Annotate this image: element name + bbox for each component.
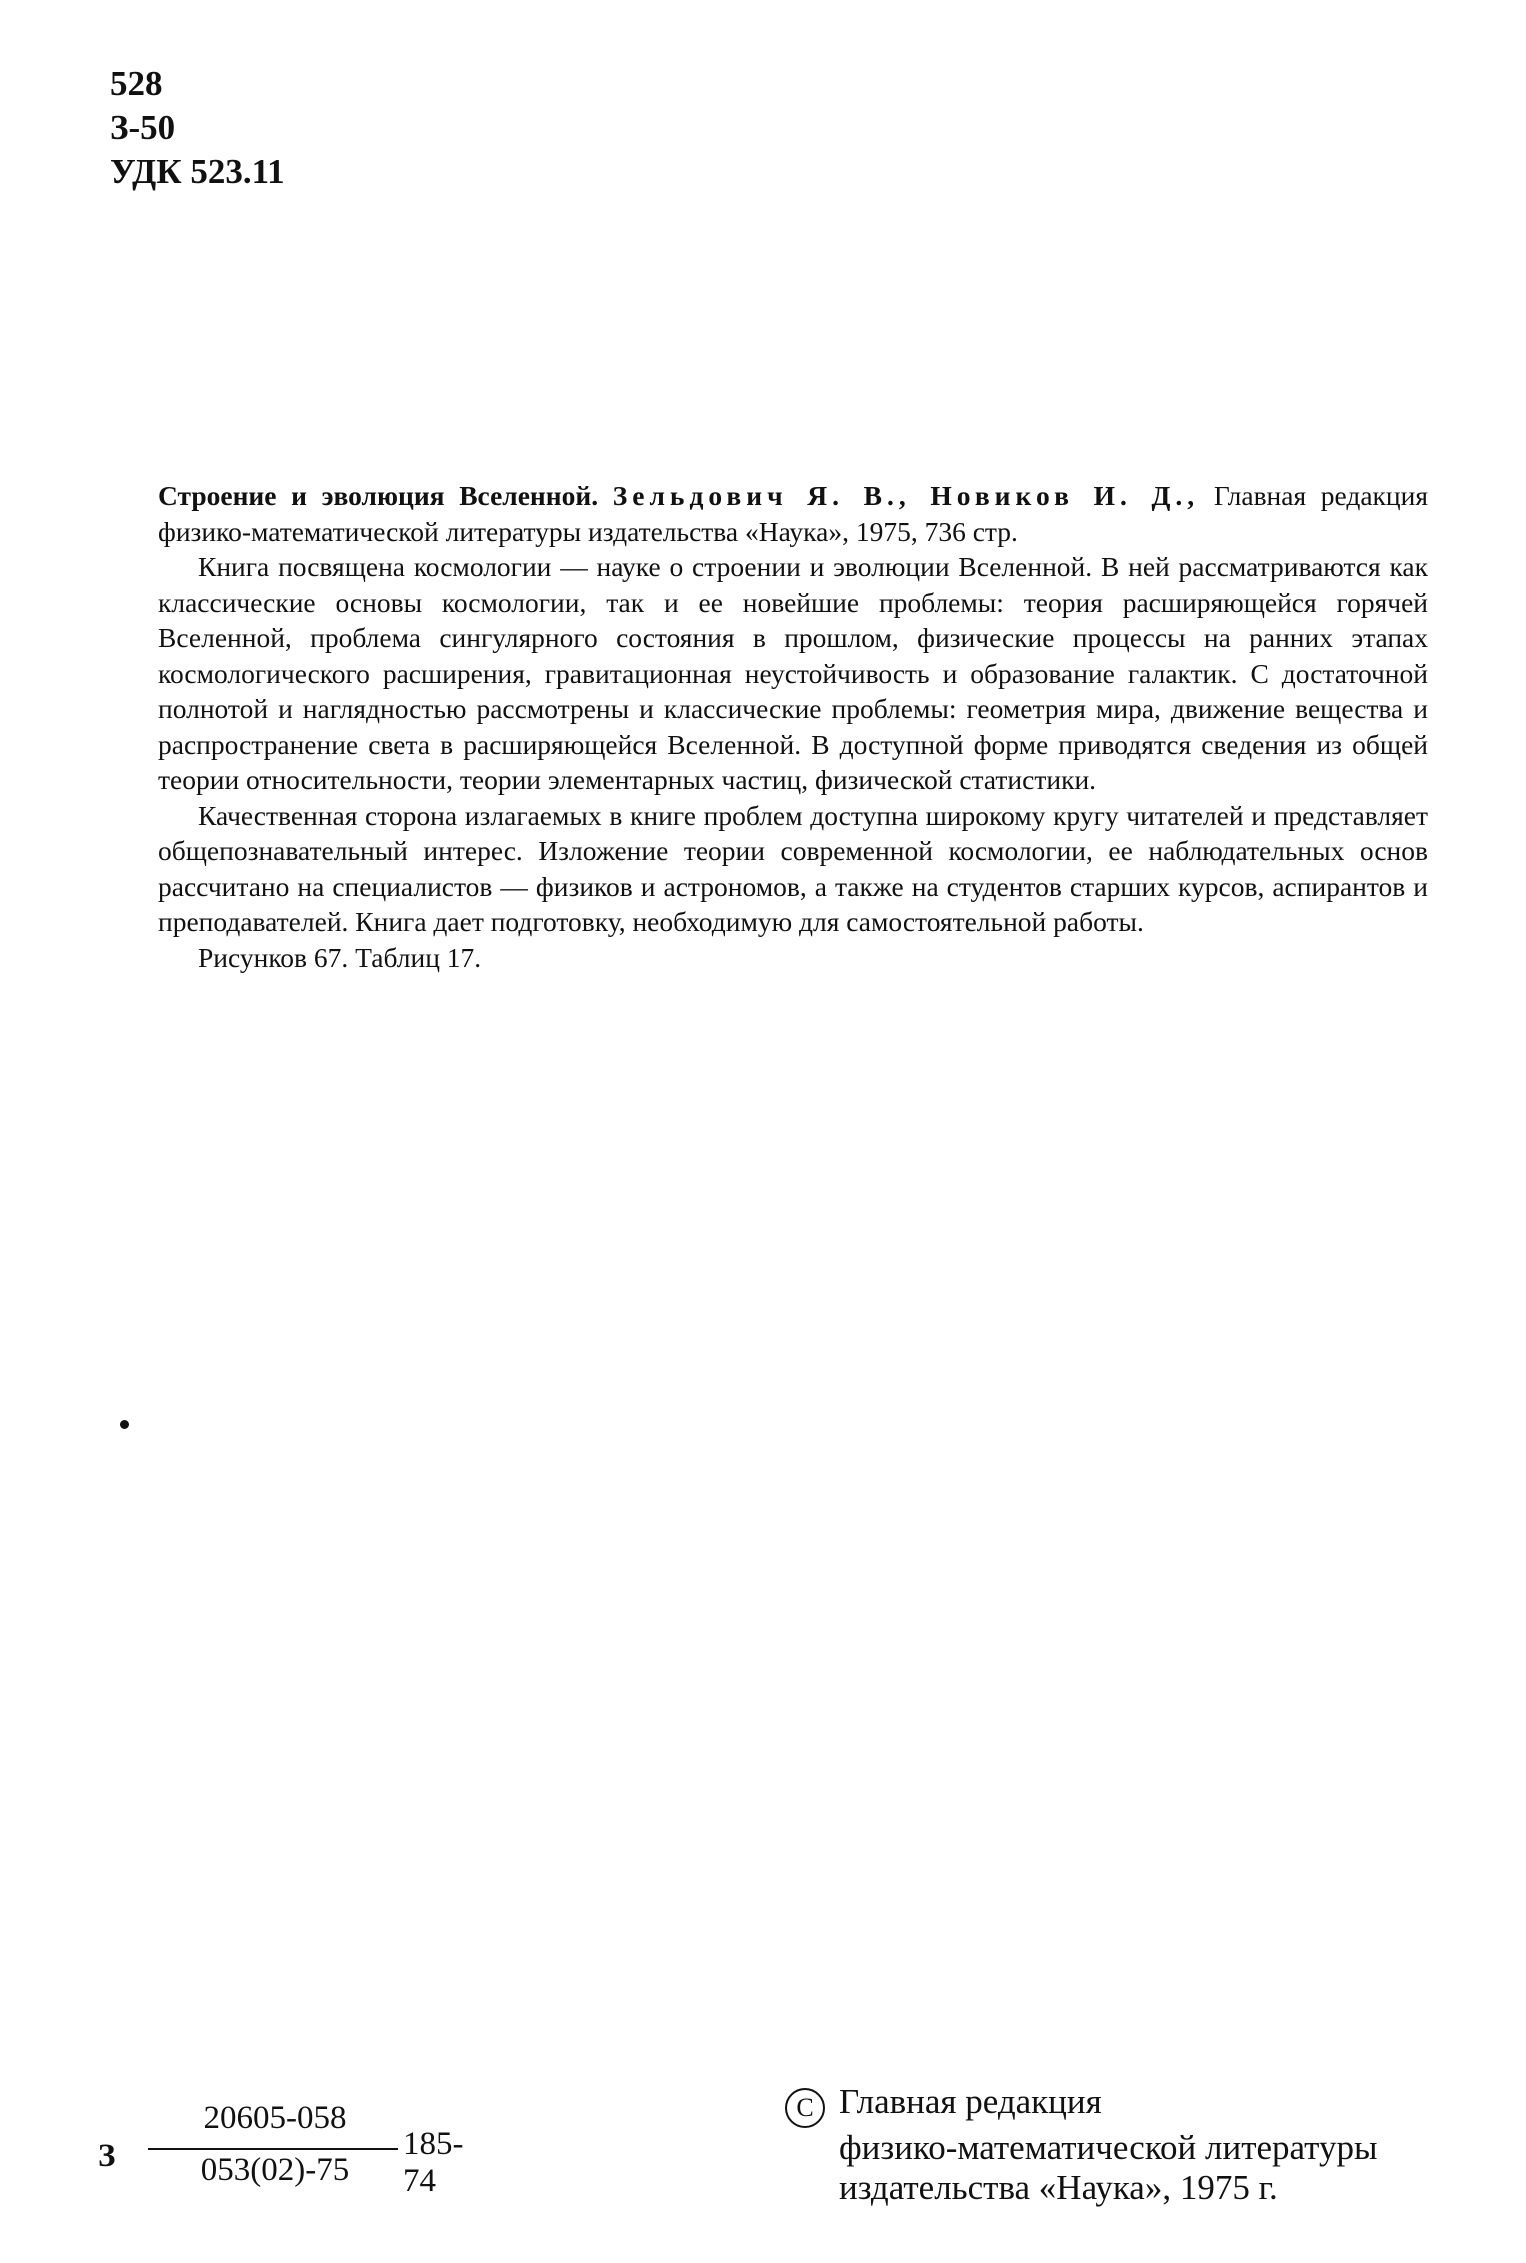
bbk-code: 528: [110, 64, 163, 103]
copyright-block: [785, 2082, 1378, 2208]
figures-tables-count: Рисунков 67. Таблиц 17.: [198, 941, 482, 973]
catalog-codes: [110, 62, 285, 194]
book-title: Строение и эволюция Вселенной.: [158, 480, 599, 511]
index-numerator: 20605-058: [203, 2100, 347, 2136]
fraction-line: [148, 2148, 398, 2150]
annotation-block: [158, 478, 1428, 975]
index-letter: З: [98, 2138, 116, 2174]
copyright-icon: C: [785, 2088, 825, 2128]
publishing-index: [98, 2100, 478, 2220]
index-denominator: 053(02)-75: [200, 2152, 350, 2188]
udk-code: УДК 523.11: [110, 152, 285, 191]
book-authors: Зельдович Я. В., Новиков И. Д.,: [612, 480, 1200, 511]
author-mark: З-50: [110, 108, 176, 147]
index-code: 185-74: [403, 2126, 464, 2199]
annotation-paragraph-2: Качественная сторона излагаемых в книге проблем доступна широкому кругу читателей и представляет общепознавательный интерес. Изложение теории современной космологии, ее наблюдательных основ рассчитано на специалистов — физиков и астрономов, а также на студентов старших курсов, аспирантов и преподавателей. Книга дает подготовку, необходимую для самостоятельной работы.: [158, 799, 1428, 937]
annotation-paragraph-1: Книга посвящена космологии — науке о строении и эволюции Вселенной. В ней рассматриваются как классические основы космологии, так и ее новейшие проблемы: теория расширяющейся горячей Вселенной, проблема сингулярного состояния в прошлом, физические процессы на ранних этапах космологического расширения, гравитационная неустойчивость и образование галактик. С достаточной полнотой и наглядностью рассмотрены и классические проблемы: геометрия мира, движение вещества и распространение света в расширяющейся Вселенной. В доступной форме приводятся сведения из общей теории относительности, теории элементарных частиц, физической статистики.: [158, 551, 1428, 795]
bibliographic-entry: [158, 478, 1428, 549]
book-imprint: Главная редакция физико-математической литературы издательства «Наука», 1975, 736 стр.: [158, 480, 1429, 547]
print-speck: [120, 1420, 129, 1429]
copyright-line-2: физико-математической литературы: [839, 2128, 1378, 2167]
copyright-line-3: издательства «Наука», 1975 г.: [839, 2168, 1278, 2207]
copyright-line-1: [785, 2082, 1378, 2128]
copyright-text-1: Главная редакция: [839, 2082, 1102, 2121]
